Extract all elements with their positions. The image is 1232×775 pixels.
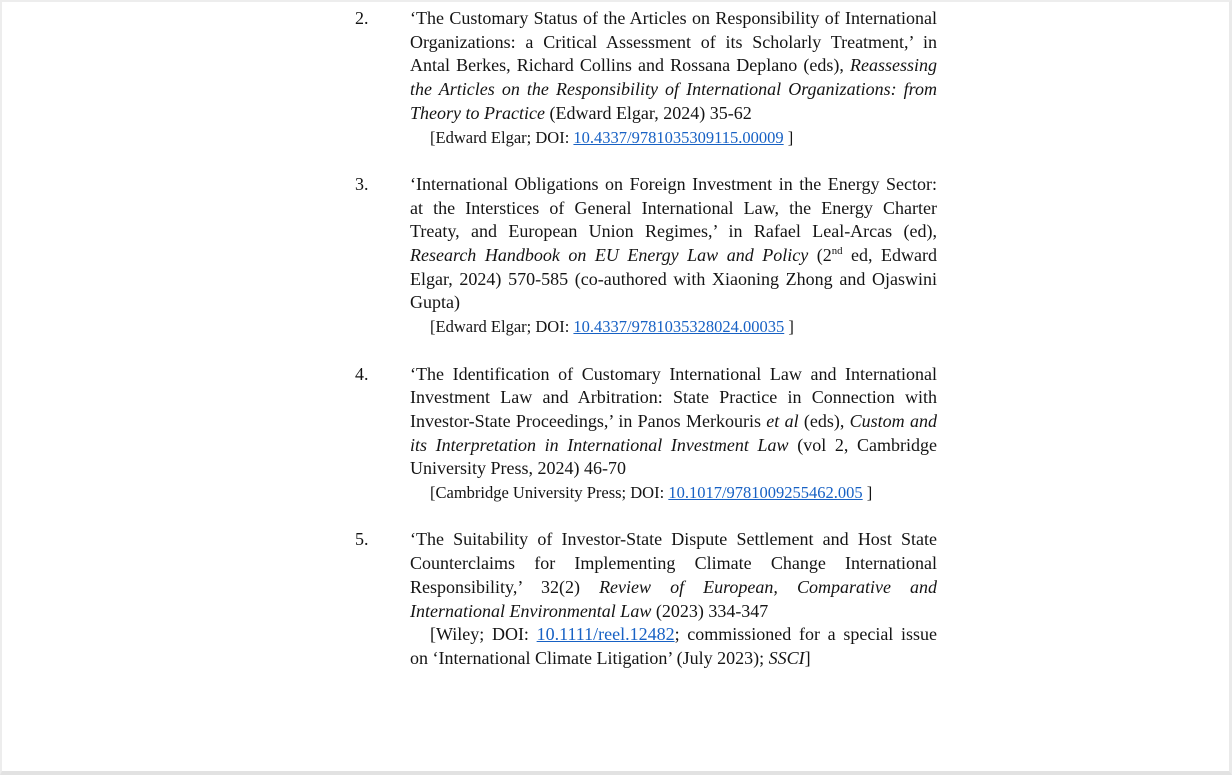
citation-text: ‘The Customary Status of the Articles on Responsibility of International Organizations: a Critical Assessment of its Scholarly Treatment,’ in Antal Berkes, Richard Collins and Rossana Deplano (eds), Reassessing the Articles on the Responsibility of International Organizations: from Theory to Practice (Edward Elgar, 2024) 35-62 xyxy=(410,8,937,123)
italic-text: Custom and its Interpretation in International Investment Law xyxy=(410,410,937,455)
publication-body xyxy=(410,7,937,149)
list-number: 2. xyxy=(355,8,369,28)
publication-item xyxy=(355,7,1229,149)
publication-item xyxy=(355,528,1229,670)
publication-item xyxy=(355,173,1229,339)
citation-text: ‘The Suitability of Investor-State Dispute Settlement and Host State Counterclaims for Implementing Climate Change International Responsibility,’ 32(2) Review of European, Comparative and International Environmental Law (2023) 334-347 xyxy=(410,529,937,621)
publication-body xyxy=(410,528,937,670)
publication-list xyxy=(2,7,1229,671)
citation-text: ‘International Obligations on Foreign Investment in the Energy Sector: at the Interstices of General International Law, the Energy Charter Treaty, and European Union Regimes,’ in Rafael Leal-Arcas (ed), Research Handbook on EU Energy Law and Policy (2nd ed, Edward Elgar, 2024) 570-585 (co-authored with Xiaoning Zhong and Ojaswini Gupta) xyxy=(410,173,938,313)
doi-link[interactable]: 10.1111/reel.12482 xyxy=(536,624,675,645)
italic-text: Research Handbook on EU Energy Law and Policy xyxy=(410,245,809,266)
citation-text: ‘The Identification of Customary International Law and International Investment Law and Arbitration: State Practice in Connection with Investor-State Proceedings,’ in Panos Merkouris et al (eds), Custom and its Interpretation in International Investment Law (vol 2, Cambridge University Press, 2024) 46-70 xyxy=(410,363,937,479)
publication-body xyxy=(410,363,937,505)
superscript-text: nd xyxy=(831,245,843,258)
list-number: 3. xyxy=(355,173,369,194)
doi-link[interactable]: 10.4337/9781035328024.00035 xyxy=(573,317,785,337)
doi-link[interactable]: 10.1017/9781009255462.005 xyxy=(668,483,863,503)
list-number: 4. xyxy=(355,363,369,384)
publication-body xyxy=(410,173,937,339)
doi-link[interactable]: 10.4337/9781035309115.00009 xyxy=(573,127,784,147)
italic-text: Review of European, Comparative and International Environmental Law xyxy=(410,576,937,621)
publication-note: [Edward Elgar; DOI: 10.4337/9781035309115.00009 ] xyxy=(430,127,794,147)
publication-item xyxy=(355,363,1229,505)
publication-note: [Cambridge University Press; DOI: 10.1017/9781009255462.005 ] xyxy=(430,483,873,503)
publication-note: [Wiley; DOI: 10.1111/reel.12482; commissioned for a special issue on ‘International Climate Litigation’ (July 2023); SSCI] xyxy=(410,624,937,668)
list-number: 5. xyxy=(355,529,369,550)
italic-text: Reassessing the Articles on the Responsibility of International Organizations: from Theory to Practice xyxy=(410,55,937,123)
italic-text: et al xyxy=(766,410,799,431)
italic-text: SSCI xyxy=(768,647,805,668)
publication-note: [Edward Elgar; DOI: 10.4337/9781035328024.00035 ] xyxy=(430,317,794,337)
